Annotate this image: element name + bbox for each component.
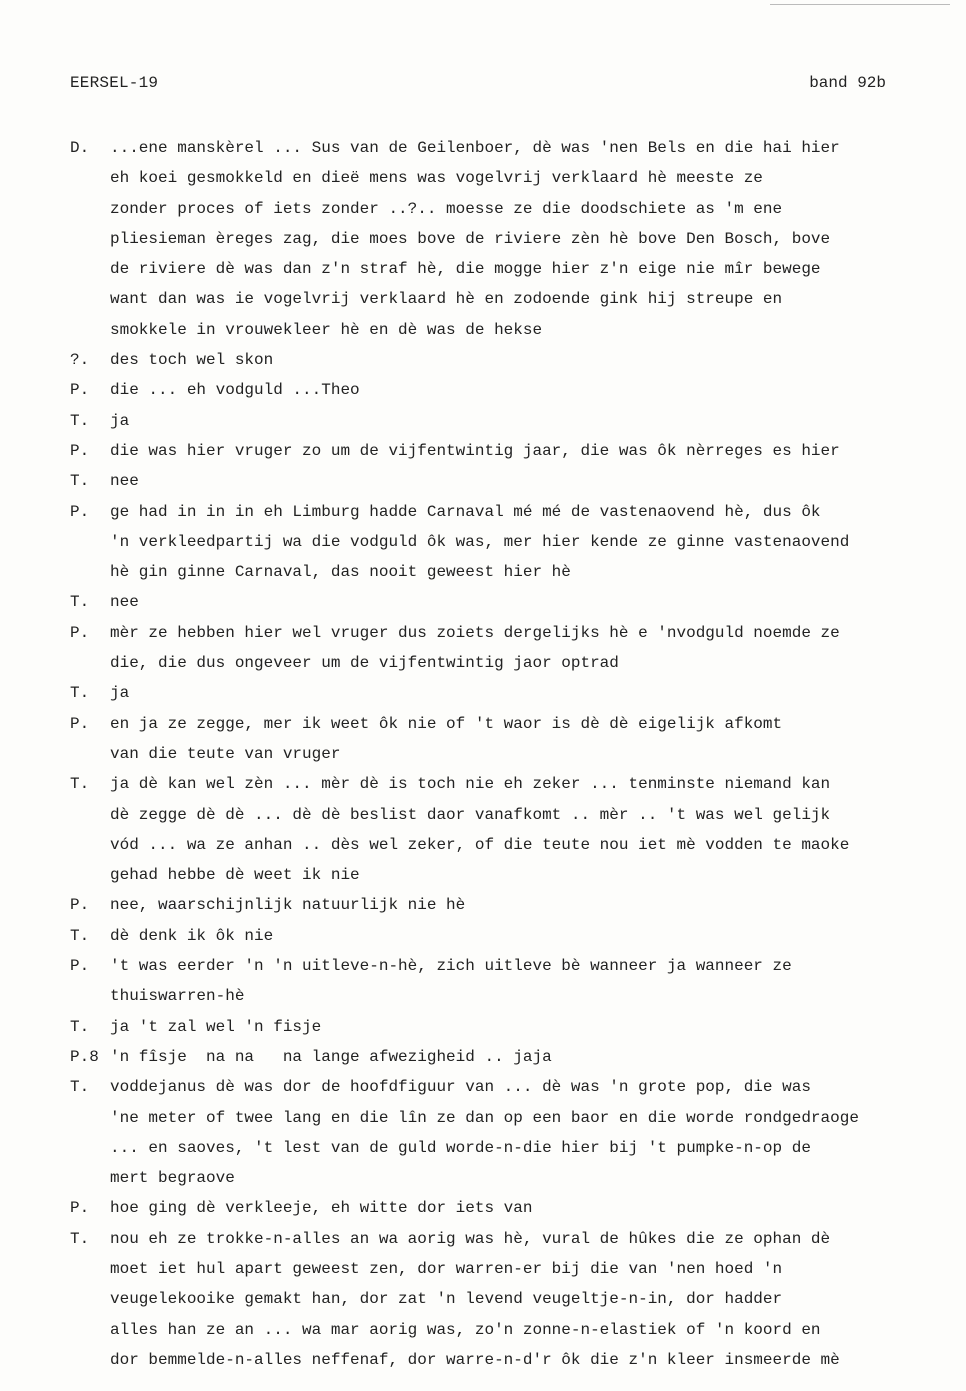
transcript-turn [70, 769, 900, 890]
utterance-line: dè zegge dè dè ... dè dè beslist daor vanafkomt .. mèr .. 't was wel gelijk [110, 805, 831, 824]
utterance-line: die ... eh vodguld ...Theo [110, 381, 360, 400]
utterance [110, 466, 900, 496]
utterance [110, 375, 900, 405]
speaker-label: D. [70, 139, 90, 157]
utterance [110, 1224, 900, 1375]
utterance-line: dor bemmelde-n-alles neffenaf, dor warre-n-d'r ôk die z'n kleer insmeerde mè [110, 1350, 840, 1369]
speaker-label: P. [70, 623, 90, 642]
speaker-label: P. [70, 441, 90, 460]
transcript-turn [70, 133, 900, 345]
speaker-label: T. [70, 684, 90, 703]
speaker-label: T. [70, 775, 90, 794]
utterance-line: ...ene manskèrel ... Sus van de Geilenboer, dè was 'nen Bels en die hai hier [110, 139, 840, 157]
utterance [110, 406, 900, 436]
speaker-label: T. [70, 411, 90, 430]
speaker-label: T. [70, 593, 90, 612]
utterance-line: 'n verkleedpartij wa die vodguld ôk was, mer hier kende ze ginne vastenaovend [110, 532, 850, 551]
document-id: EERSEL-19 [70, 74, 159, 92]
utterance [110, 709, 900, 770]
utterance [110, 769, 900, 890]
utterance-line: ja 't zal wel 'n fisje [110, 1017, 322, 1036]
transcript [70, 133, 900, 1375]
transcript-turn [70, 709, 900, 770]
utterance [110, 1042, 900, 1072]
utterance-line: des toch wel skon [110, 351, 274, 370]
speaker-label: T. [70, 1229, 90, 1248]
utterance-line: nee [110, 593, 139, 612]
utterance-line: nou eh ze trokke-n-alles an wa aorig was hè, vural de hûkes die ze ophan dè [110, 1229, 831, 1248]
utterance-line: nee, waarschijnlijk natuurlijk nie hè [110, 896, 466, 915]
utterance [110, 587, 900, 617]
utterance-line: die was hier vruger zo um de vijfentwintig jaar, die was ôk nèrreges es hier [110, 441, 840, 460]
transcript-turn [70, 1072, 900, 1193]
utterance-line: zonder proces of iets zonder ..?.. moesse ze die doodschiete as 'm ene [110, 199, 783, 218]
tape-label: band 92b [809, 74, 886, 92]
utterance-line: hè gin ginne Carnaval, das nooit geweest hier hè [110, 563, 571, 582]
utterance-line: want dan was ie vogelvrij verklaard hè en zodoende gink hij streupe en [110, 290, 783, 309]
utterance-line: 'ne meter of twee lang en die lîn ze dan op een baor en die worde rondgedraoge [110, 1108, 859, 1127]
utterance [110, 497, 900, 588]
utterance-line: 't was eerder 'n 'n uitleve-n-hè, zich uitleve bè wanneer ja wanneer ze [110, 957, 792, 976]
transcript-turn [70, 436, 900, 466]
utterance-line: mèr ze hebben hier wel vruger dus zoiets dergelijks hè e 'nvodguld noemde ze [110, 623, 840, 642]
transcript-turn [70, 921, 900, 951]
utterance-line: ja dè kan wel zèn ... mèr dè is toch nie eh zeker ... tenminste niemand kan [110, 775, 831, 794]
utterance [110, 345, 900, 375]
utterance [110, 436, 900, 466]
transcript-turn [70, 497, 900, 588]
transcript-turn [70, 406, 900, 436]
speaker-label: T. [70, 926, 90, 945]
utterance-line: 'n fîsje na na na lange afwezigheid .. jaja [110, 1047, 552, 1066]
top-edge-rule [770, 4, 950, 5]
speaker-label: P. [70, 1199, 90, 1218]
transcript-turn [70, 1012, 900, 1042]
utterance-line: hoe ging dè verkleeje, eh witte dor iets van [110, 1199, 533, 1218]
speaker-label: P.8 [70, 1047, 99, 1066]
transcript-turn [70, 587, 900, 617]
speaker-label: T. [70, 1078, 90, 1097]
utterance-line: thuiswarren-hè [110, 987, 245, 1006]
utterance [110, 678, 900, 708]
utterance-line: van die teute van vruger [110, 744, 341, 763]
speaker-label: P. [70, 896, 90, 915]
utterance [110, 1072, 900, 1193]
utterance-line: voddejanus dè was dor de hoofdfiguur van ... dè was 'n grote pop, die was [110, 1078, 811, 1097]
speaker-label: P. [70, 714, 90, 733]
transcript-turn [70, 951, 900, 1012]
utterance-line: pliesieman èreges zag, die moes bove de riviere zèn hè bove Den Bosch, bove [110, 229, 831, 248]
transcript-turn [70, 618, 900, 679]
utterance-line: dè denk ik ôk nie [110, 926, 274, 945]
transcript-turn [70, 375, 900, 405]
utterance-line: gehad hebbe dè weet ik nie [110, 866, 360, 885]
utterance-line: ... en saoves, 't lest van de guld worde-n-die hier bij 't pumpke-n-op de [110, 1138, 811, 1157]
utterance-line: mert begraove [110, 1169, 235, 1188]
speaker-label: P. [70, 381, 90, 400]
utterance [110, 1193, 900, 1223]
utterance-line: nee [110, 472, 139, 491]
utterance-line: en ja ze zegge, mer ik weet ôk nie of 't waor is dè dè eigelijk afkomt [110, 714, 783, 733]
transcript-turn [70, 678, 900, 708]
utterance-line: alles han ze an ... wa mar aorig was, zo'n zonne-n-elastiek of 'n koord en [110, 1320, 821, 1339]
speaker-label: P. [70, 957, 90, 976]
utterance [110, 133, 900, 345]
utterance [110, 921, 900, 951]
utterance [110, 618, 900, 679]
speaker-label: P. [70, 502, 90, 521]
utterance-line: ja [110, 684, 130, 703]
transcript-turn [70, 1193, 900, 1223]
utterance-line: ja [110, 411, 130, 430]
transcript-turn [70, 890, 900, 920]
utterance-line: smokkele in vrouwekleer hè en dè was de hekse [110, 320, 543, 339]
transcript-turn [70, 1224, 900, 1375]
utterance [110, 951, 900, 1012]
utterance-line: ge had in in in eh Limburg hadde Carnaval mé mé de vastenaovend hè, dus ôk [110, 502, 821, 521]
transcript-turn [70, 466, 900, 496]
utterance-line: moet iet hul apart geweest zen, dor warren-er bij die van 'nen hoed 'n [110, 1259, 783, 1278]
utterance-line: vód ... wa ze anhan .. dès wel zeker, of die teute nou iet mè vodden te maoke [110, 835, 850, 854]
utterance-line: de riviere dè was dan z'n straf hè, die mogge hier z'n eige nie mîr bewege [110, 260, 821, 279]
utterance-line: veugelekooike gemakt han, dor zat 'n levend veugeltje-n-in, dor hadder [110, 1290, 783, 1309]
transcript-turn [70, 345, 900, 375]
speaker-label: T. [70, 472, 90, 491]
utterance [110, 890, 900, 920]
speaker-label: T. [70, 1017, 90, 1036]
utterance-line: eh koei gesmokkeld en dieë mens was vogelvrij verklaard hè meeste ze [110, 169, 763, 188]
speaker-label: ?. [70, 351, 90, 370]
utterance-line: die, die dus ongeveer um de vijfentwintig jaor optrad [110, 654, 619, 673]
utterance [110, 1012, 900, 1042]
transcript-turn [70, 1042, 900, 1072]
